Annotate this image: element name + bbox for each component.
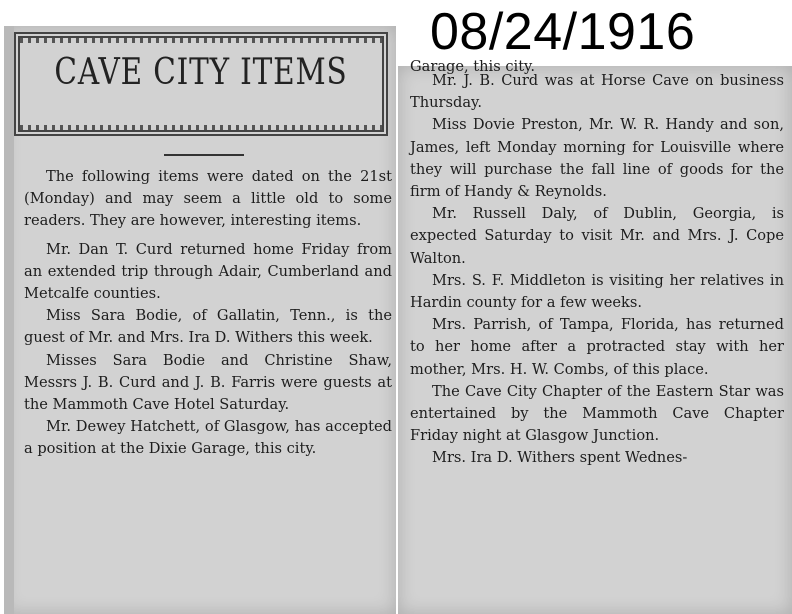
- article-paragraph: Mrs. S. F. Middleton is visiting her relatives in Hardin county for a few weeks.: [410, 271, 784, 312]
- cut-off-line-bottom: Mrs. Ira D. Withers spent Wednes-: [432, 449, 688, 467]
- right-article-body: [410, 58, 784, 467]
- masthead-banner: [14, 32, 388, 136]
- column-margin-strip: [4, 26, 14, 614]
- article-paragraph: Mr. Dan T. Curd returned home Friday from an extended trip through Adair, Cumberland and Metcalfe counties.: [24, 240, 392, 303]
- left-article-body: [24, 166, 392, 461]
- article-paragraph: Mr. Russell Daly, of Dublin, Georgia, is expected Saturday to visit Mr. and Mrs. J. Cope Walton.: [410, 205, 784, 267]
- left-clipping: [4, 26, 396, 614]
- article-paragraph: The following items were dated on the 21st (Monday) and may seem a little old to some readers. They are however, interesting items.: [24, 168, 392, 230]
- right-clipping: [398, 58, 792, 614]
- article-paragraph: Mr. Dewey Hatchett, of Glasgow, has accepted a position at the Dixie Garage, this city.: [24, 418, 392, 458]
- article-paragraph: Mrs. Parrish, of Tampa, Florida, has returned to her home after a protracted stay with her mother, Mrs. H. W. Combs, of this place.: [410, 316, 784, 378]
- article-paragraph: Misses Sara Bodie and Christine Shaw, Messrs J. B. Curd and J. B. Farris were guests at the Mammoth Cave Hotel Saturday.: [24, 351, 392, 414]
- date-stamp: 08/24/1916: [430, 3, 696, 61]
- masthead-title: CAVE CITY ITEMS: [54, 52, 348, 93]
- article-paragraph: Mr. J. B. Curd was at Horse Cave on business Thursday.: [410, 72, 784, 112]
- article-paragraph: Miss Sara Bodie, of Gallatin, Tenn., is the guest of Mr. and Mrs. Ira D. Withers this week.: [24, 307, 392, 347]
- cut-off-line-top: Garage, this city.: [410, 58, 536, 75]
- article-paragraph: Miss Dovie Preston, Mr. W. R. Handy and son, James, left Monday morning for Louisville where they will purchase the fall line of goods for the firm of Handy & Reynolds.: [410, 116, 784, 201]
- article-paragraph: The Cave City Chapter of the Eastern Star was entertained by the Mammoth Cave Chapter Friday night at Glasgow Junction.: [410, 382, 784, 445]
- title-rule: [164, 154, 244, 156]
